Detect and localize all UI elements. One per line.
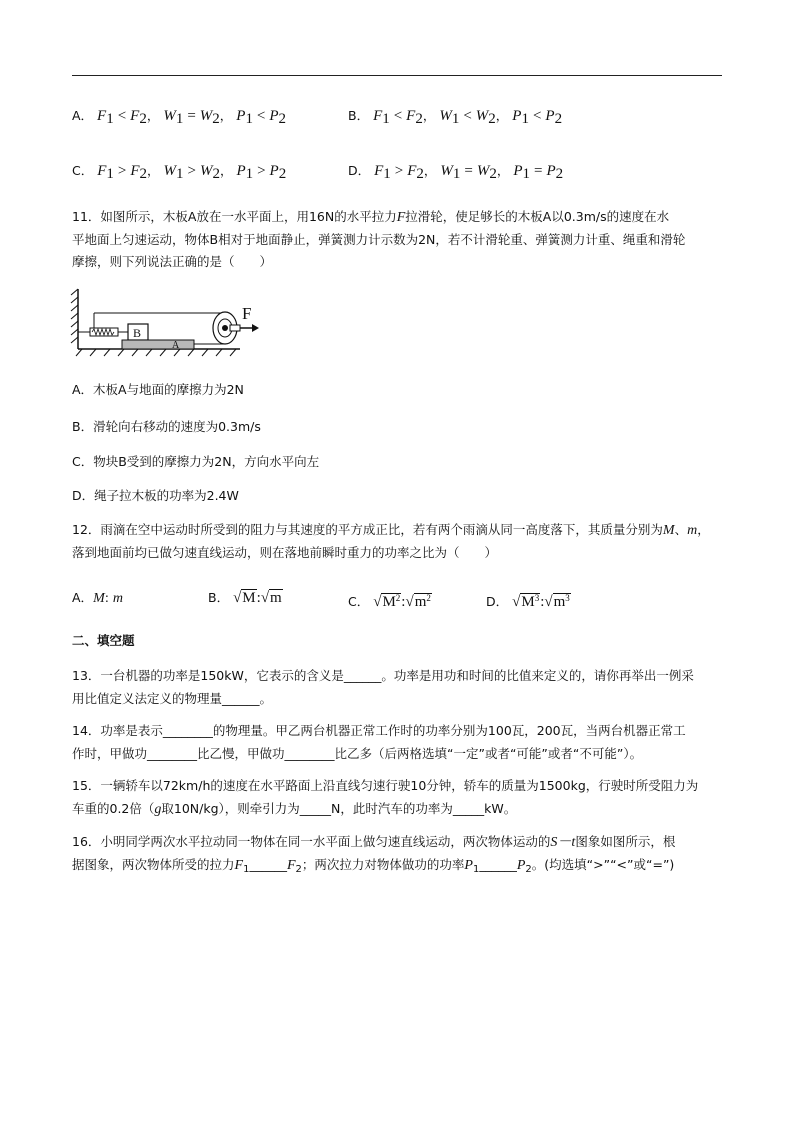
wall-hatch xyxy=(71,289,78,343)
board-a-label: A xyxy=(172,340,180,351)
q16-line-1: 16．小明同学两次水平拉动同一物体在同一水平面上做匀速直线运动，两次物体运动的S－t图象如图所示，根 xyxy=(72,834,676,850)
q12-option-c: C． $√M^2:√m^2$ xyxy=(348,593,431,610)
pulley-axle xyxy=(222,325,228,331)
q11-figure xyxy=(70,283,260,363)
q15-line-2: 车重的0.2倍（g取10N/kg），则牵引力为_____N，此时汽车的功率为_____kW。 xyxy=(72,801,517,817)
force-label: F xyxy=(242,304,252,323)
q11-line-1: 11．如图所示，木板A放在一水平面上，用16N的水平拉力F拉滑轮，使足够长的木板A以0.3m/s的速度在水 xyxy=(72,209,670,225)
q15-line-1: 15．一辆轿车以72km/h的速度在水平路面上沿直线匀速行驶10分钟，轿车的质量为1500kg，行驶时所受阻力为 xyxy=(72,778,699,793)
q13-line-2: 用比值定义法定义的物理量______。 xyxy=(72,691,273,706)
pull-handle xyxy=(230,325,240,331)
q11-option-b: B．滑轮向右移动的速度为0.3m/s xyxy=(72,419,261,434)
q12-option-b: B． √M:√m xyxy=(208,590,282,606)
q11-option-d: D．绳子拉木板的功率为2.4W xyxy=(72,488,239,503)
q11-line-3: 摩擦，则下列说法正确的是（ ） xyxy=(72,254,273,269)
q14-line-1: 14．功率是表示________的物理量。甲乙两台机器正常工作时的功率分别为100瓦，200瓦，当两台机器正常工 xyxy=(72,723,686,738)
q10-option-b: B． $F_1 < F_2$， $W_1 < W_2$， $P_1 < P_2$ xyxy=(348,108,563,127)
q12-line-1: 12．雨滴在空中运动时所受到的阻力与其速度的平方成正比，若有两个雨滴从同一高度落下，其质量分别为M、m， xyxy=(72,522,710,538)
q10-option-c: C． $F_1 > F_2$， $W_1 > W_2$， $P_1 > P_2$ xyxy=(72,163,287,182)
section-heading: 二、填空题 xyxy=(72,633,135,648)
q16-line-2: 据图象，两次物体所受的拉力$F_1\_\_\_\_\_\_F_2$；两次拉力对物体做功的功率$P_1\_\_\_\_\_\_P_2$。(均选填“>”“<”或“=”) xyxy=(72,857,675,875)
q12-option-a: A．M: m xyxy=(72,590,124,606)
force-arrow-head xyxy=(252,324,259,332)
q12-option-d: D． $√M^3:√m^3$ xyxy=(486,593,570,610)
ground-hatch xyxy=(76,349,236,356)
board-a xyxy=(122,340,194,349)
q13-line-1: 13．一台机器的功率是150kW，它表示的含义是______。功率是用功和时间的比值来定义的，请你再举出一例采 xyxy=(72,668,694,683)
q10-option-a: A． $F_1 < F_2$， $W_1 = W_2$， $P_1 < P_2$ xyxy=(72,108,287,127)
q11-line-2: 平地面上匀速运动，物体B相对于地面静止，弹簧测力计示数为2N，若不计滑轮重、弹簧测力计重、绳重和滑轮 xyxy=(72,232,686,247)
q12-line-2: 落到地面前均已做匀速直线运动，则在落地前瞬时重力的功率之比为（ ） xyxy=(72,545,498,560)
q11-option-c: C．物块B受到的摩擦力为2N，方向水平向左 xyxy=(72,454,320,469)
q10-option-d: D． $F_1 > F_2$， $W_1 = W_2$， $P_1 = P_2$ xyxy=(348,163,564,182)
q14-line-2: 作时，甲做功________比乙慢，甲做功________比乙多（后两格选填“一定”或者“可能”或者“不可能”）。 xyxy=(72,746,643,761)
header-rule xyxy=(72,75,722,76)
q11-option-a: A．木板A与地面的摩擦力为2N xyxy=(72,382,244,397)
block-b-label: B xyxy=(133,326,142,340)
